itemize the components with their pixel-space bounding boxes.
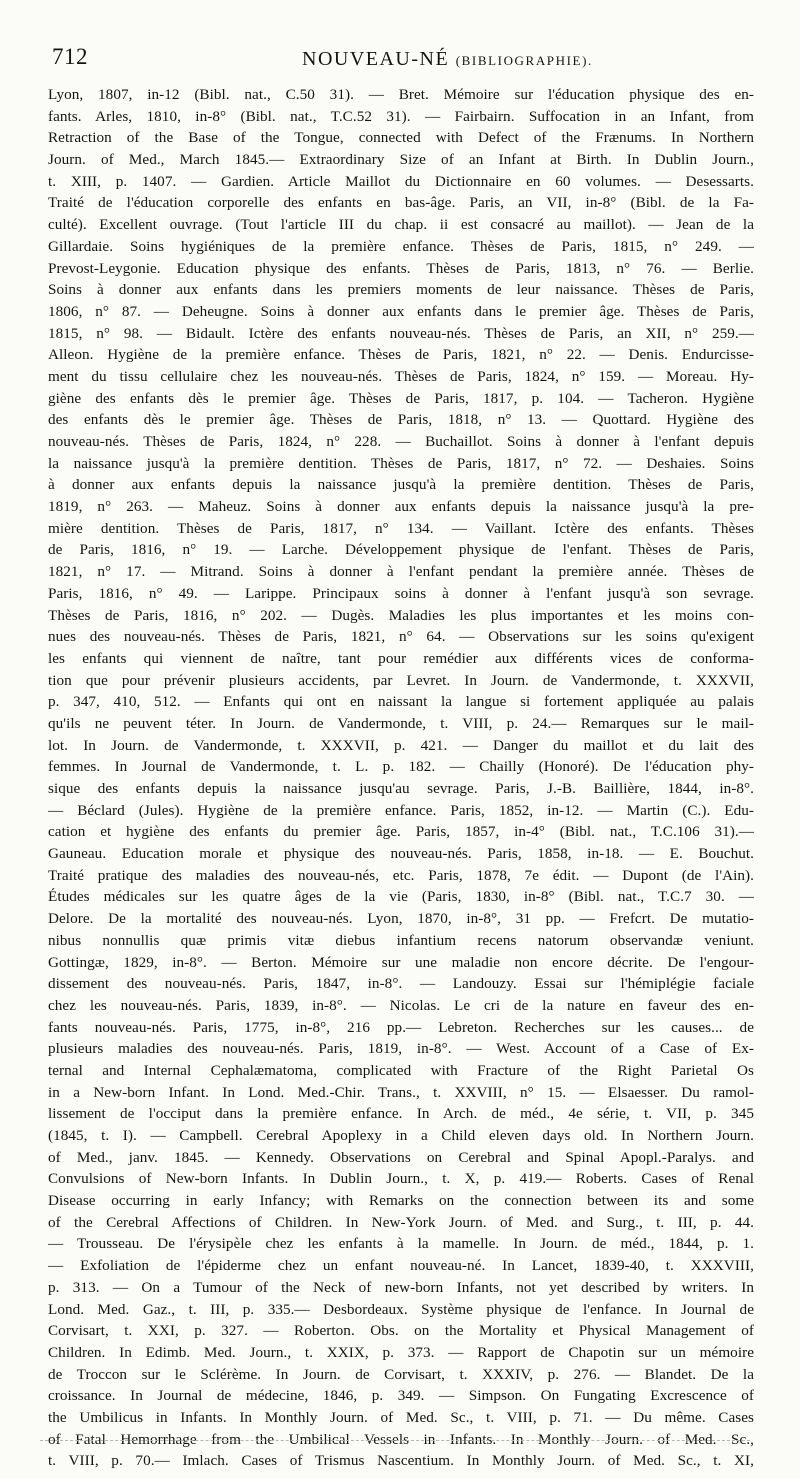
text-line: 1815, n° 98. — Bidault. Ictère des enfants nouveau-nés. Thèses de Paris, an XII, n° 259.— <box>48 324 754 342</box>
text-line: 1819, n° 263. — Maheuz. Soins à donner aux enfants depuis la naissance jusqu'à la pre- <box>48 498 754 516</box>
text-line: Gottingæ, 1829, in-8°. — Berton. Mémoire sur une maladie non encore décrite. De l'engour- <box>48 953 754 971</box>
text-line: Prevost-Leygonie. Education physique des enfants. Thèses de Paris, 1813, n° 76. — Berlie. <box>48 259 754 277</box>
text-line: chez les nouveau-nés. Paris, 1839, in-8°. — Nicolas. Le cri de la nature en faveur des en- <box>48 996 754 1014</box>
running-title-subtitle: (BIBLIOGRAPHIE). <box>455 53 593 68</box>
text-line: Convulsions of New-born Infants. In Dublin Journ., t. X, p. 419.— Roberts. Cases of Renal <box>48 1170 754 1188</box>
text-line: Children. In Edimb. Med. Journ., t. XXIX, p. 373. — Rapport de Chapotin sur un mémoire <box>48 1343 754 1361</box>
text-line: croissance. In Journal de médecine, 1846, p. 349. — Simpson. On Fungating Excrescence of <box>48 1387 754 1405</box>
text-line: ternal and Internal Cephalæmatoma, complicated with Fracture of the Right Parietal Os <box>48 1061 754 1079</box>
text-line: (1845, t. I). — Campbell. Cerebral Apoplexy in a Child eleven days old. In Northern Journ. <box>48 1127 754 1144</box>
text-line: culté). Excellent ouvrage. (Tout l'article III du chap. ii est consacré au maillot). — Jean de la <box>48 216 754 234</box>
text-line: la naissance jusqu'à la première dentition. Thèses de Paris, 1817, n° 72. — Deshaies. Soins <box>48 454 754 472</box>
text-line: 1806, n° 87. — Deheugne. Soins à donner aux enfants dans le premier âge. Thèses de Paris, <box>48 302 754 320</box>
text-line: à donner aux enfants depuis la naissance jusqu'à la première dentition. Thèses de Paris, <box>48 476 754 494</box>
text-line: lot. In Journ. de Vandermonde, t. XXXVII, p. 421. — Danger du maillot et du lait des <box>48 736 754 754</box>
text-line: plusieurs maladies des nouveau-nés. Paris, 1819, in-8°. — West. Account of a Case of Ex- <box>48 1040 754 1058</box>
text-line: Corvisart, t. XXI, p. 327. — Roberton. Obs. on the Mortality et Physical Management of <box>48 1322 754 1340</box>
text-line: dissement des nouveau-nés. Paris, 1847, in-8°. — Landouzy. Essai sur l'hémiplégie faciale <box>48 975 754 993</box>
text-line: 1821, n° 17. — Mitrand. Soins à donner à l'enfant pendant la première année. Thèses de <box>48 563 754 581</box>
text-line: Gillardaie. Soins hygiéniques de la première enfance. Thèses de Paris, 1815, n° 249. — <box>48 237 754 255</box>
text-line: Paris, 1816, n° 49. — Larippe. Principaux soins à donner à l'enfant jusqu'à son sevrage. <box>48 584 754 602</box>
text-line: les enfants qui viennent de naître, tant pour remédier aux différents vices de conforma- <box>48 649 754 667</box>
text-line: mière dentition. Thèses de Paris, 1817, n° 134. — Vaillant. Ictère des enfants. Thèses <box>48 519 754 537</box>
text-line: Thèses de Paris, 1816, n° 202. — Dugès. Maladies les plus importantes et les moins con- <box>48 606 754 624</box>
text-line: nues des nouveau-nés. Thèses de Paris, 1821, n° 64. — Observations sur les soins qu'exigent <box>48 628 754 646</box>
text-line: — Béclard (Jules). Hygiène de la première enfance. Paris, 1852, in-12. — Martin (C.). Edu- <box>48 801 754 819</box>
running-title-main: NOUVEAU-NÉ <box>302 48 450 70</box>
text-line: Traité pratique des maladies des nouveau-nés, etc. Paris, 1878, 7e édit. — Dupont (de l'Ain). <box>48 866 754 884</box>
text-line: fants nouveau-nés. Paris, 1775, in-8°, 216 pp.— Lebreton. Recherches sur les causes... de <box>48 1018 754 1036</box>
text-line: t. VIII, p. 70.— Imlach. Cases of Trismus Nascentium. In Monthly Journ. of Med. Sc., t. XI, <box>48 1452 754 1470</box>
text-line: nouveau-nés. Thèses de Paris, 1824, n° 228. — Buchaillot. Soins à donner à l'enfant depuis <box>48 433 754 450</box>
text-line: giène des enfants dès le premier âge. Thèses de Paris, 1817, p. 104. — Tacheron. Hygiène <box>48 389 754 407</box>
text-line: Disease occurring in early Infancy; with Remarks on the connection between its and some <box>48 1192 754 1210</box>
text-line: Lond. Med. Gaz., t. III, p. 335.— Desbordeaux. Système physique de l'enfance. In Journal de <box>48 1300 754 1318</box>
text-line: Alleon. Hygiène de la première enfance. Thèses de Paris, 1821, n° 22. — Denis. Endurcisse- <box>48 346 754 364</box>
text-line: t. XIII, p. 1407. — Gardien. Article Maillot du Dictionnaire en 60 volumes. — Desessarts. <box>48 172 754 190</box>
page-number: 712 <box>52 44 88 69</box>
text-line: Traité de l'éducation corporelle des enfants en bas-âge. Paris, an VII, in-8° (Bibl. de la Fa- <box>48 194 754 212</box>
text-line: de Paris, 1816, n° 19. — Larche. Développement physique de l'enfant. Thèses de Paris, <box>48 541 754 559</box>
text-line: fants. Arles, 1810, in-8° (Bibl. nat., T.C.52 31). — Fairbairn. Suffocation in an Infant, from <box>48 107 754 125</box>
text-line: des enfants dès le premier âge. Thèses de Paris, 1818, n° 13. — Quottard. Hygiène des <box>48 411 754 429</box>
text-line: of Fatal Hemorrhage from the Umbilical Vessels in Infants. In Monthly Journ. of Med. Sc., <box>48 1430 754 1448</box>
text-line: ment du tissu cellulaire chez les nouveau-nés. Thèses de Paris, 1824, n° 159. — Moreau. Hy- <box>48 367 754 385</box>
text-line: of the Cerebral Affections of Children. In New-York Journ. of Med. and Surg., t. III, p. 44. <box>48 1213 754 1231</box>
text-line: — Trousseau. De l'érysipèle chez les enfants à la mamelle. In Journ. de méd., 1844, p. 1. <box>48 1235 754 1253</box>
text-line: tion que pour prévenir plusieurs accidents, par Levret. In Journ. de Vandermonde, t. XXXVII, <box>48 671 754 689</box>
text-line: Journ. of Med., March 1845.— Extraordinary Size of an Infant at Birth. In Dublin Journ., <box>48 151 754 169</box>
text-line: — Exfoliation de l'épiderme chez un enfant nouveau-né. In Lancet, 1839-40, t. XXXVIII, <box>48 1257 754 1275</box>
text-line: in a New-born Infant. In Lond. Med.-Chir. Trans., t. XXVIII, n° 15. — Elsaesser. Du ramol- <box>48 1083 754 1101</box>
text-line: sique des enfants depuis la naissance jusqu'au sevrage. Paris, J.-B. Baillière, 1844, in-8°. <box>48 780 754 797</box>
text-line: p. 313. — On a Tumour of the Neck of new-born Infants, not yet described by writers. In <box>48 1278 754 1296</box>
text-line: Études médicales sur les quatre âges de la vie (Paris, 1830, in-8° (Bibl. nat., T.C.7 30. — <box>48 888 754 906</box>
running-title <box>302 48 593 71</box>
text-line: Soins à donner aux enfants dans les premiers moments de leur naissance. Thèses de Paris, <box>48 281 754 299</box>
page-header <box>52 44 752 74</box>
text-line: of Med., janv. 1845. — Kennedy. Observations on Cerebral and Spinal Apopl.-Paralys. and <box>48 1148 754 1166</box>
text-line: Gauneau. Education morale et physique des nouveau-nés. Paris, 1858, in-18. — E. Bouchut. <box>48 845 754 863</box>
text-line: lissement de l'occiput dans la première enfance. In Arch. de méd., 4e série, t. VII, p. 345 <box>48 1105 754 1123</box>
footer-rule <box>40 1440 750 1441</box>
bibliography-text <box>48 84 754 1472</box>
text-line: p. 347, 410, 512. — Enfants qui ont en naissant la langue si fortement appliquée au palais <box>48 693 754 711</box>
text-line: de Troccon sur le Sclérème. In Journ. de Corvisart, t. XXXIV, p. 276. — Blandet. De la <box>48 1365 754 1383</box>
text-line: Delore. De la mortalité des nouveau-nés. Lyon, 1870, in-8°, 31 pp. — Frefcrt. De mutatio- <box>48 910 754 928</box>
text-line: qu'ils ne peuvent téter. In Journ. de Vandermonde, t. VIII, p. 24.— Remarques sur le mail- <box>48 714 754 732</box>
text-line: Retraction of the Base of the Tongue, connected with Defect of the Frænums. In Northern <box>48 129 754 147</box>
text-line: the Umbilicus in Infants. In Monthly Journ. of Med. Sc., t. VIII, p. 71. — Du même. Cases <box>48 1408 754 1426</box>
text-line: cation et hygiène des enfants du premier âge. Paris, 1857, in-4° (Bibl. nat., T.C.106 31).— <box>48 823 754 841</box>
text-line: nibus nonnullis quæ primis vitæ diebus infantium recens natorum observandæ veniunt. <box>48 931 754 949</box>
text-line: Lyon, 1807, in-12 (Bibl. nat., C.50 31). — Bret. Mémoire sur l'éducation physique des en- <box>48 86 754 103</box>
text-line: femmes. In Journal de Vandermonde, t. L. p. 182. — Chailly (Honoré). De l'éducation phy- <box>48 758 754 776</box>
